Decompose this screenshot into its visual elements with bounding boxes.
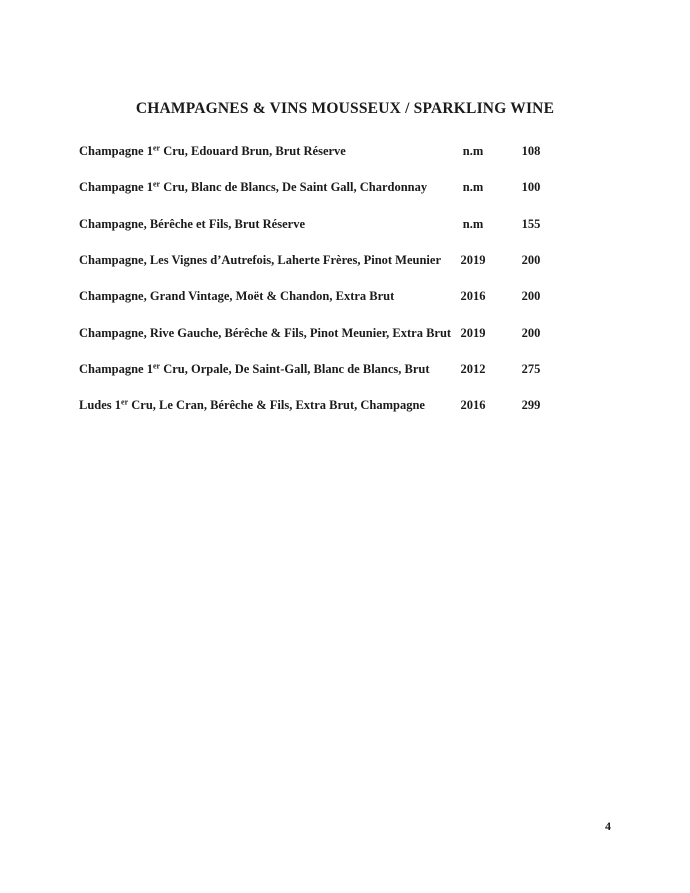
wine-name	[79, 253, 441, 267]
price-value: 200	[521, 253, 541, 268]
wine-list-row	[79, 144, 559, 180]
wine-list-row	[79, 217, 559, 253]
wine-name	[79, 398, 425, 412]
wine-name	[79, 289, 394, 303]
wine-name	[79, 180, 427, 194]
wine-name-text: Cru, Edouard Brun, Brut Réserve	[160, 144, 346, 158]
price-value: 275	[521, 362, 541, 377]
price-value: 200	[521, 325, 541, 340]
wine-name-text: Champagne, Grand Vintage, Moët & Chandon, Extra Brut	[79, 289, 395, 304]
vintage-value: 2019	[460, 253, 486, 268]
wine-name	[79, 326, 451, 340]
section-title: CHAMPAGNES & VINS MOUSSEUX / SPARKLING WINE	[135, 100, 555, 117]
wine-name-text: Champagne, Rive Gauche, Bérêche & Fils, Pinot Meunier, Extra Brut	[79, 325, 452, 340]
wine-name	[79, 362, 430, 376]
page-number: 4	[605, 819, 611, 833]
price-value: 108	[521, 144, 541, 158]
wine-list-row	[79, 180, 559, 216]
wine-name	[79, 217, 305, 231]
price-value: 155	[521, 216, 541, 231]
wine-name-text: Champagne 1	[79, 144, 153, 158]
price-value: 100	[521, 180, 541, 195]
vintage-value: 2019	[460, 325, 486, 340]
wine-list	[79, 144, 559, 435]
wine-list-row	[79, 326, 559, 362]
wine-name-superscript: er	[152, 179, 161, 189]
wine-name-superscript: er	[152, 361, 161, 371]
vintage-value: 2012	[460, 362, 486, 377]
vintage-value: n.m	[462, 144, 484, 158]
wine-name-superscript: er	[121, 397, 129, 407]
price-value: 299	[521, 398, 541, 413]
wine-list-row	[79, 362, 559, 398]
vintage-value: 2016	[460, 289, 486, 304]
vintage-value: n.m	[462, 216, 484, 231]
wine-name-text: Cru, Le Cran, Bérêche & Fils, Extra Brut, Champagne	[128, 398, 425, 413]
wine-name-text: Champagne 1	[79, 180, 153, 195]
wine-name-text: Cru, Blanc de Blancs, De Saint Gall, Chardonnay	[160, 180, 428, 195]
wine-name-text: Champagne, Bérêche et Fils, Brut Réserve	[79, 216, 305, 231]
wine-name-text: Champagne, Les Vignes d’Autrefois, Laherte Frères, Pinot Meunier	[79, 253, 441, 268]
wine-list-row	[79, 398, 559, 434]
wine-list-row	[79, 253, 559, 289]
wine-list-row	[79, 289, 559, 325]
vintage-value: 2016	[460, 398, 486, 413]
wine-name	[79, 144, 346, 158]
wine-name-text: Champagne 1	[79, 362, 153, 377]
wine-name-text: Ludes 1	[79, 398, 122, 413]
price-value: 200	[521, 289, 541, 304]
vintage-value: n.m	[462, 180, 484, 195]
wine-name-text: Cru, Orpale, De Saint-Gall, Blanc de Blancs, Brut	[160, 362, 430, 377]
wine-name-superscript: er	[152, 143, 161, 153]
